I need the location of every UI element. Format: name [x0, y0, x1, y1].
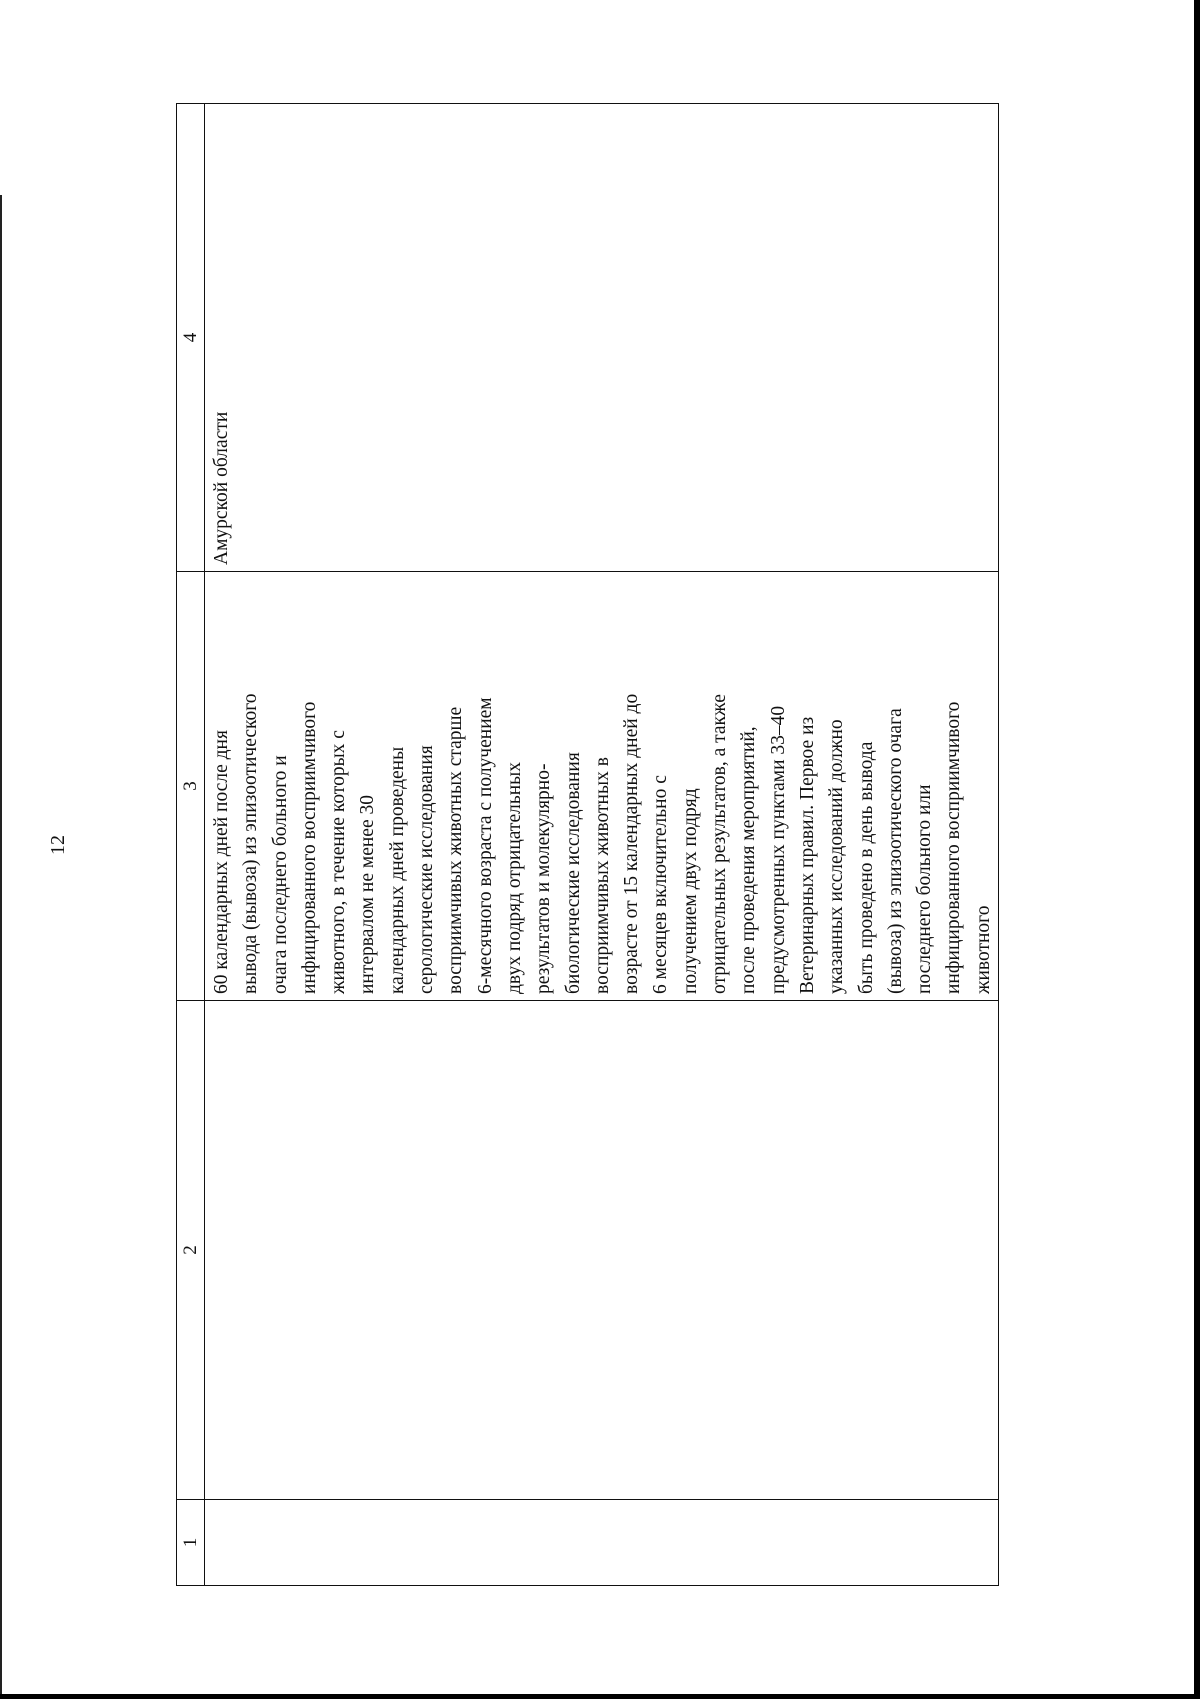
cell-col-4-text: Амурской области — [211, 411, 232, 565]
rotated-table-container — [176, 108, 994, 1586]
cell-col-2 — [205, 1001, 999, 1500]
cell-col-1 — [205, 1500, 999, 1586]
cell-col-1-text — [205, 1500, 207, 1585]
scan-border-right — [1194, 0, 1200, 1699]
scan-border-bottom — [0, 1694, 1200, 1699]
scan-border-left — [0, 195, 2, 1699]
cell-col-2-text — [205, 1001, 207, 1499]
table-row — [205, 104, 999, 1586]
cell-col-3-text: 60 календарных дней после дня вывода (вывоза) из эпизоотического очага последнего больного и инфицированного восприимчивого животного, в течение которых с интервалом не менее 30 календарных дней проведены серологические исследования восприимчивых животных старше 6-месячного возраста с получением двух подряд отрицательных результатов и молекулярно- биологические исследования восприимчивых животных в возрасте от 15 календарных дней до 6 месяцев включительно с получением двух подряд отрицательных результатов, а также после проведения мероприятий, предусмотренных пунктами 33–40 Ветеринарных правил. Первое из указанных исследований должно быть проведено в день вывода (вывоза) из эпизоотического очага последнего больного или инфицированного восприимчивого животного — [211, 693, 994, 994]
cell-col-3 — [205, 572, 999, 1001]
header-cell-4: 4 — [177, 104, 205, 572]
header-cell-2: 2 — [177, 1001, 205, 1500]
table-header-row — [177, 104, 205, 1586]
header-cell-1: 1 — [177, 1500, 205, 1586]
cell-col-4 — [205, 104, 999, 572]
page-number: 12 — [47, 835, 69, 855]
document-table — [176, 103, 999, 1586]
header-cell-3: 3 — [177, 572, 205, 1001]
